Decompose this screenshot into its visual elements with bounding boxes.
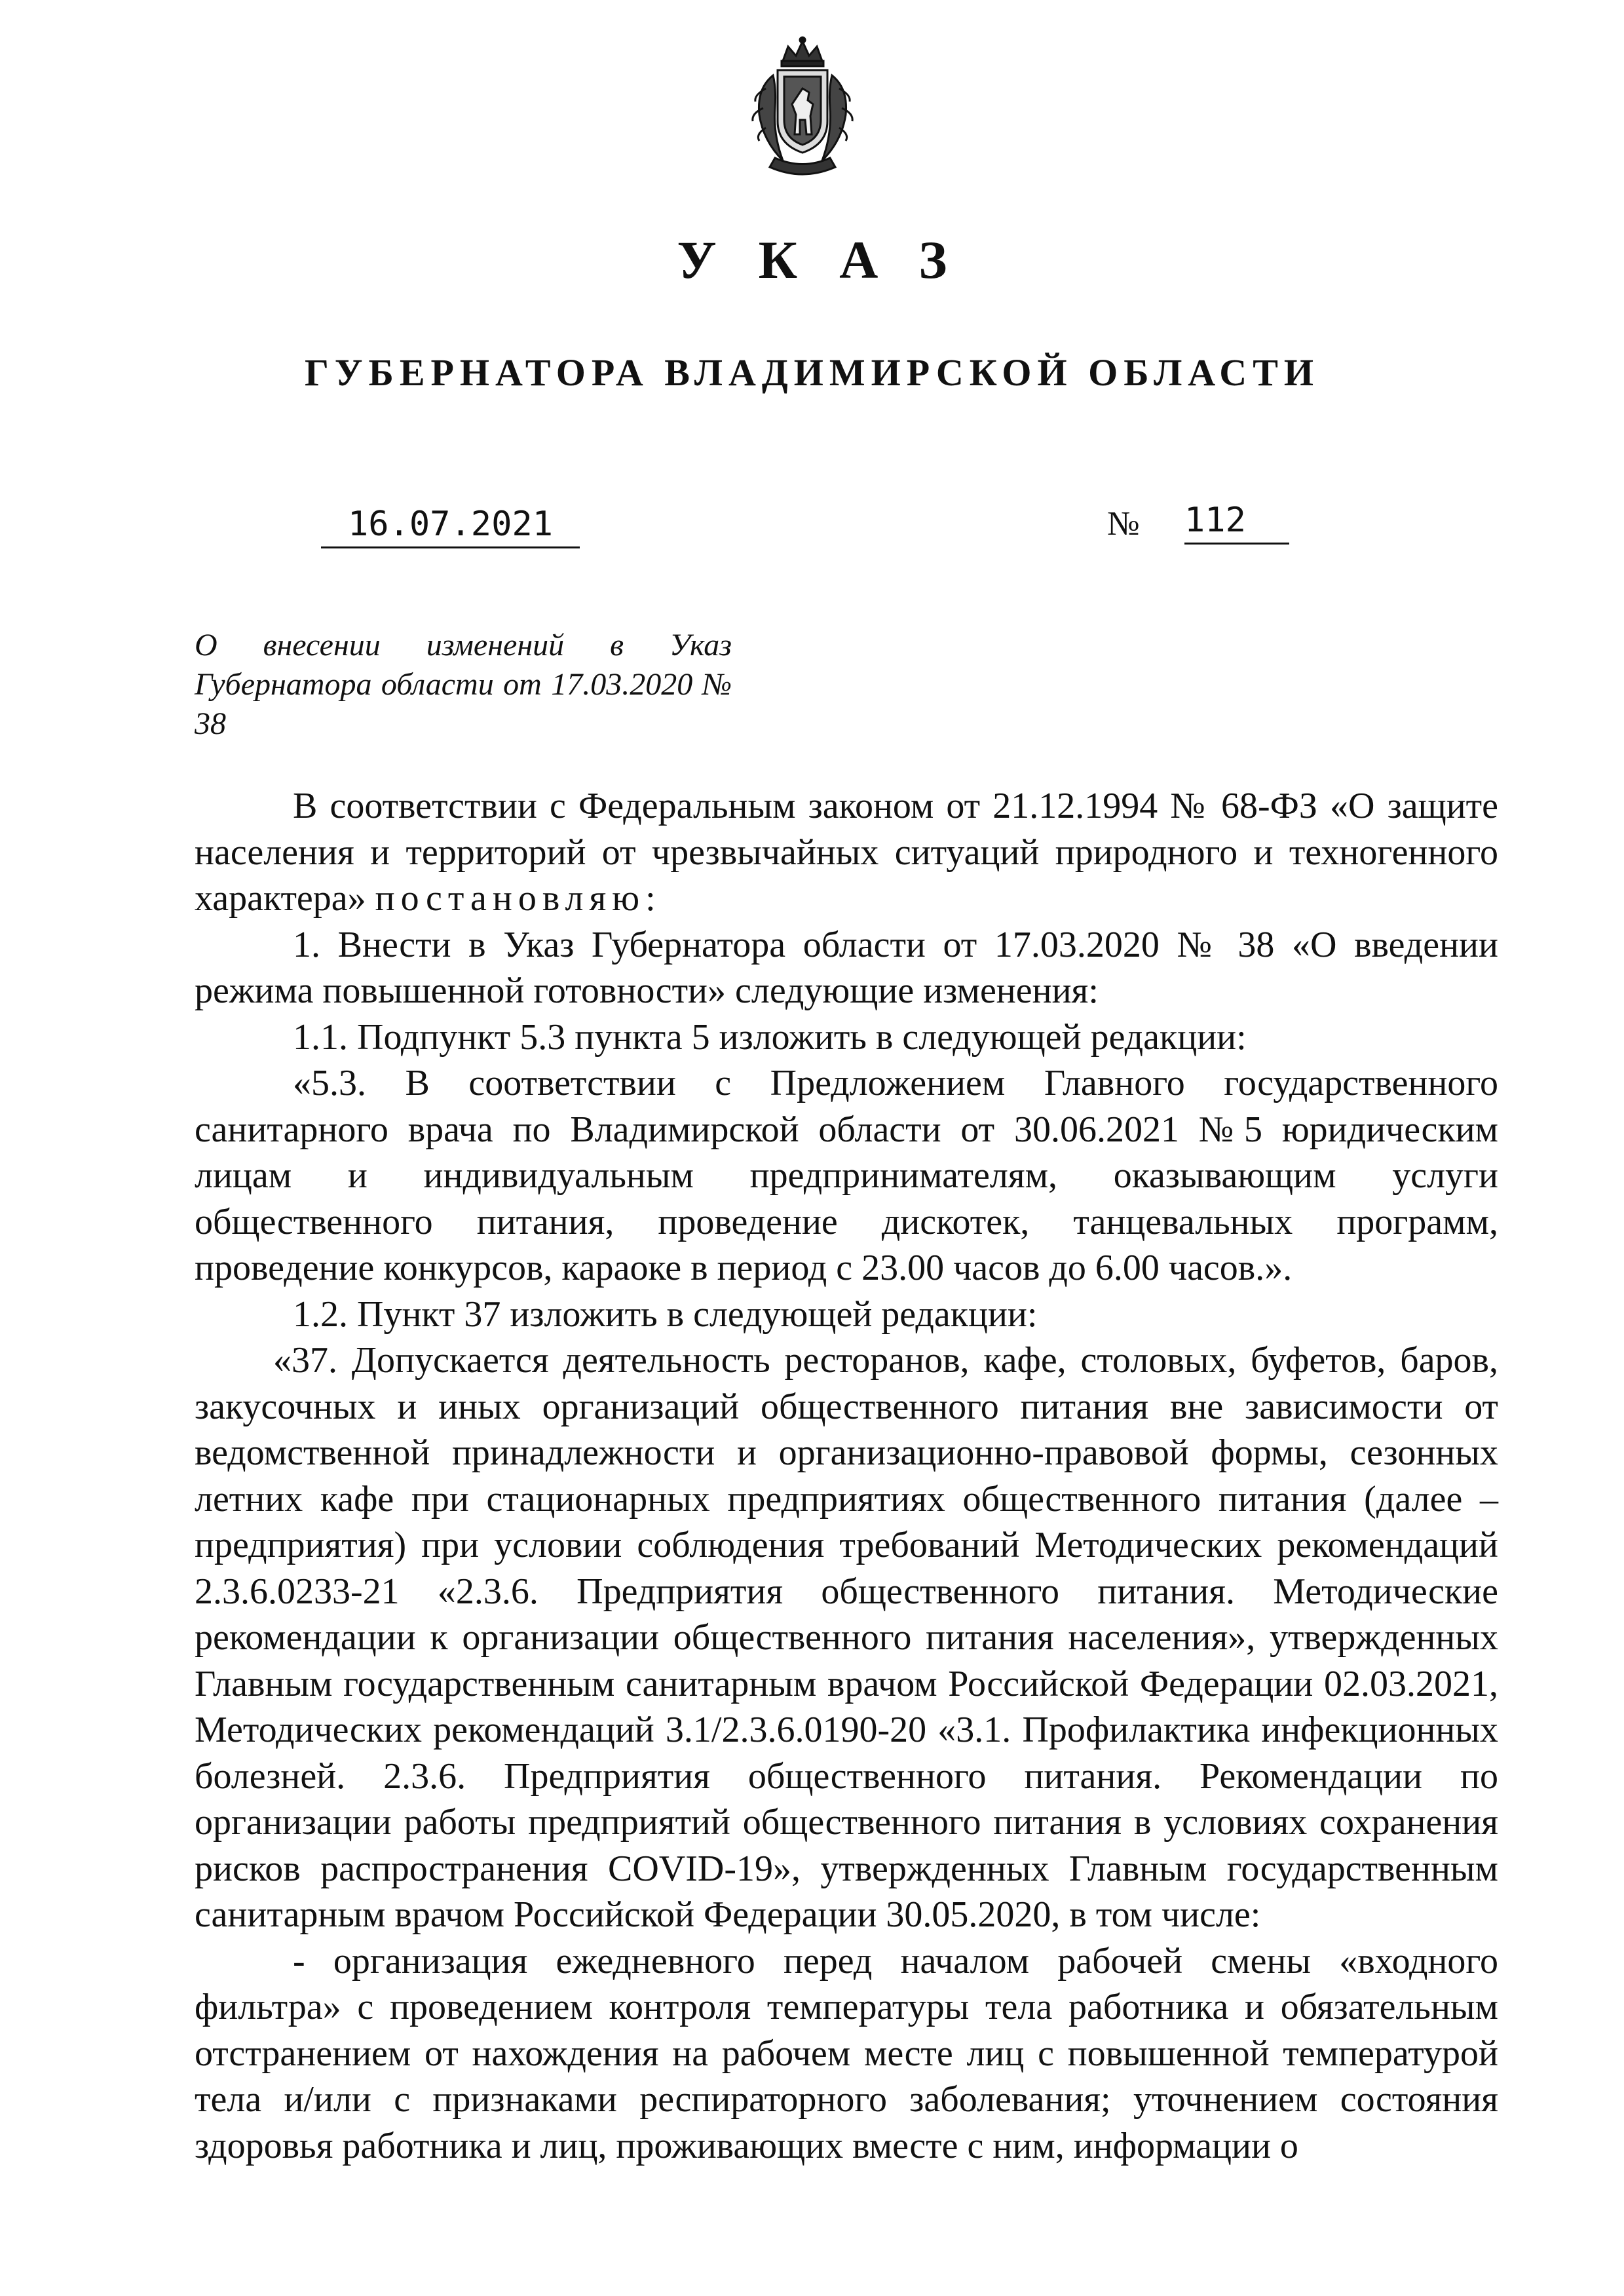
document-title: УКАЗ xyxy=(677,230,989,290)
paragraph-5-3: «5.3. В соответствии с Предложением Главного государственного санитарного врача по Владимирской области от 30.06.2021 №5 юридическим лицам и индивидуальным предпринимателям, оказывающим услуги общественного питания, проведение дискотек, танцевальных программ, проведение конкурсов, караоке в период с 23.00 часов до 6.00 часов.». xyxy=(195,1063,1498,1288)
document-number: 112 xyxy=(1184,501,1289,545)
paragraph-37: «37. Допускается деятельность ресторанов, кафе, столовых, буфетов, баров, закусочных и иных организаций общественного питания вне зависимости от ведомственной принадлежности и организационно-правовой формы, сезонных летних кафе при стационарных предприятиях общественного питания (далее – предприятия) при условии соблюдения требований Методических рекомендаций 2.3.6.0233-21 «2.3.6. Предприятия общественного питания. Методические рекомендации к организации общественного питания населения», утвержденных Главным государственным санитарным врачом Российской Федерации 02.03.2021, Методических рекомендаций 3.1/2.3.6.0190-20 «3.1. Профилактика инфекционных болезней. 2.3.6. Предприятия общественного питания. Рекомендации по организации работы предприятий общественного питания в условиях сохранения рисков распространения COVID-19», утвержденных Главным государственным санитарным врачом Российской Федерации 30.05.2020, в том числе: xyxy=(195,1340,1498,1935)
preamble-text: В соответствии с Федеральным законом от 21.12.1994 № 68-ФЗ «О защите населения и территорий от чрезвычайных ситуаций природного и техногенного характера» xyxy=(195,786,1498,919)
paragraph-1: 1. Внести в Указ Губернатора области от 17.03.2020 № 38 «О введении режима повышенной готовности» следующие изменения: xyxy=(195,924,1498,1011)
dash-item-1: - организация ежедневного перед началом рабочей смены «входного фильтра» с проведением контроля температуры тела работника и обязательным отстранением от нахождения на рабочем месте лиц с повышенной температурой тела и/или с признаками респираторного заболевания; уточнением состояния здоровья работника и лиц, проживающих вместе с ним, информации о xyxy=(195,1940,1498,2166)
document-body xyxy=(195,783,1498,2169)
preamble-keyword: постановляю xyxy=(375,878,646,919)
document-subject: О внесении изменений в Указ Губернатора области от 17.03.2020 № 38 xyxy=(195,628,732,741)
preamble-colon: : xyxy=(645,878,656,919)
document-date: 16.07.2021 xyxy=(321,505,580,548)
preamble-paragraph xyxy=(195,783,1498,922)
number-sign: № xyxy=(1107,505,1140,543)
paragraph-1-2: 1.2. Пункт 37 изложить в следующей редакции: xyxy=(293,1293,1038,1335)
document-subtitle: ГУБЕРНАТОРА ВЛАДИМИРСКОЙ ОБЛАСТИ xyxy=(305,351,1319,394)
paragraph-1-1: 1.1. Подпункт 5.3 пункта 5 изложить в следующей редакции: xyxy=(293,1016,1247,1058)
coat-of-arms-icon xyxy=(737,36,868,183)
